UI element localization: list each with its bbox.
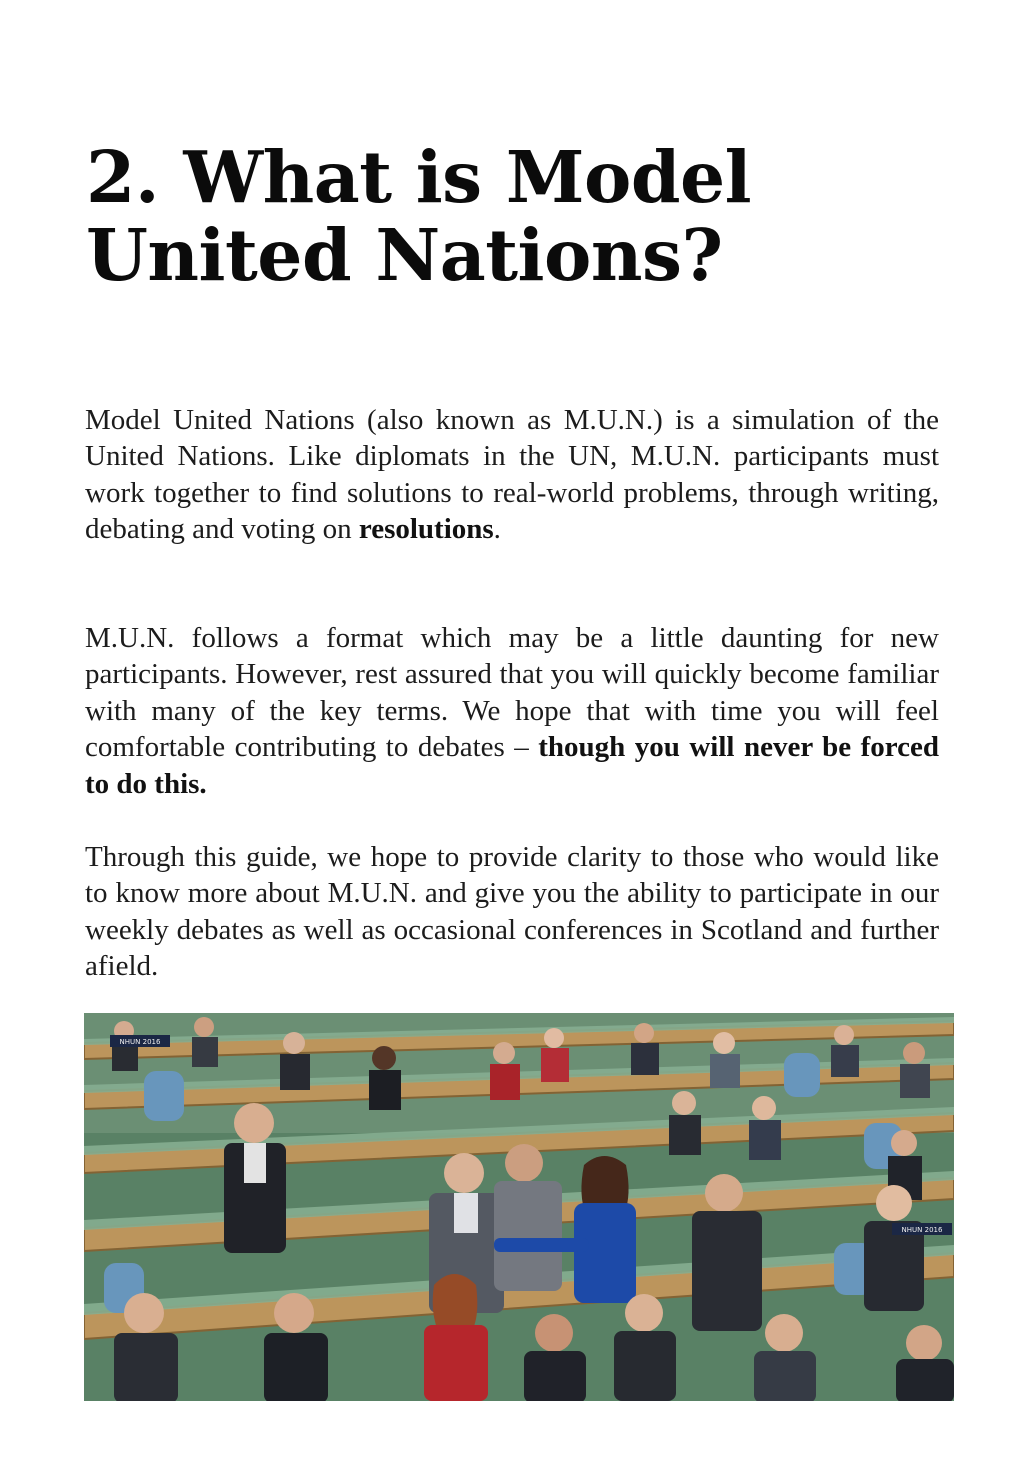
format-text: M.U.N. follows a format which may be a little daunting for new participants. However, rest assured that you will quickly become familiar with many of the key terms. We hope that with time you will feel comfortable contributing to debates –	[85, 622, 939, 764]
guide-text: Through this guide, we hope to provide clarity to those who would like to know more about M.U.N. and give you the ability to participate in our weekly debates as well as occasional conferences in Scotland and further afield.	[85, 841, 939, 983]
resolutions-term: resolutions	[358, 513, 494, 546]
intro-paragraph	[85, 402, 939, 548]
assembly-hall-illustration	[84, 1013, 954, 1401]
sign-left: NHUN 2016	[119, 1038, 161, 1046]
not-forced-note: though you will never be forced to do this.	[85, 731, 939, 800]
page-title	[86, 135, 946, 297]
mun-assembly-photo	[84, 1013, 954, 1401]
guide-paragraph	[85, 839, 939, 985]
title-line-1: 2. What is Model	[86, 135, 752, 219]
format-paragraph	[85, 620, 939, 802]
title-line-2: United Nations?	[86, 213, 723, 297]
intro-text: Model United Nations (also known as M.U.N.) is a simulation of the United Nations. Like diplomats in the UN, M.U.N. participants must work together to find solutions to real-world problems, through writing, debating and voting on	[85, 404, 939, 546]
sign-right: NHUN 2016	[901, 1226, 943, 1234]
photo-shade	[84, 1013, 954, 1401]
intro-period: .	[493, 513, 501, 546]
